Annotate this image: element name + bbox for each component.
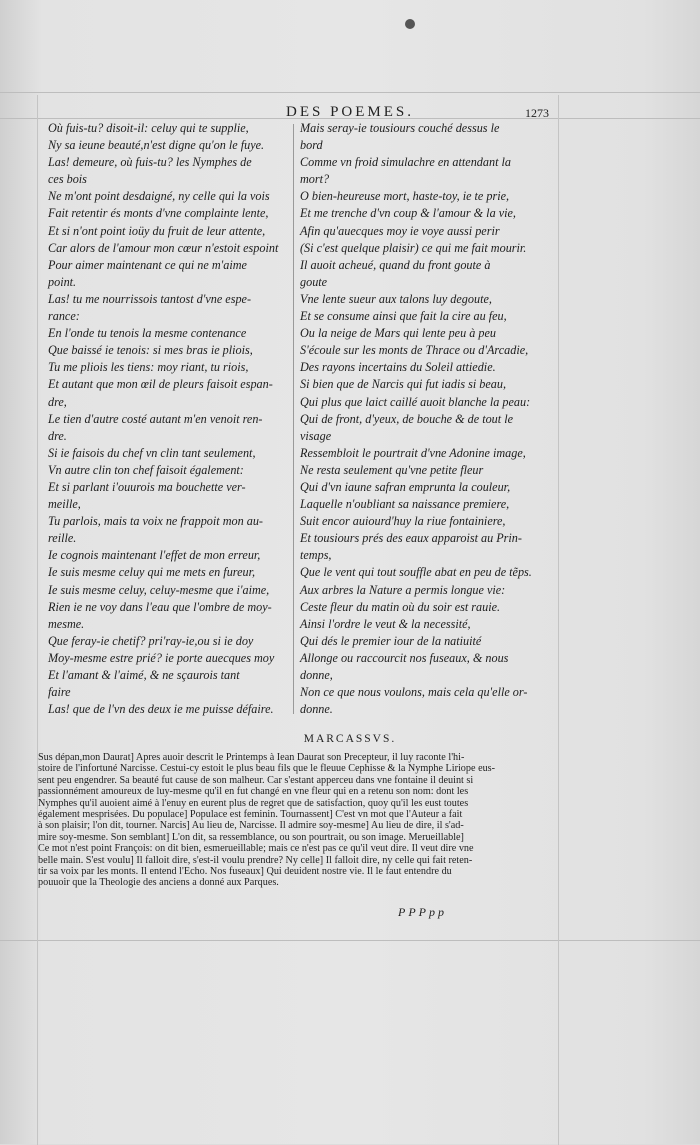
- verse-line: Que feray-ie chetif? pri'ray-ie,ou si ie doy: [48, 633, 254, 648]
- verse-line: En l'onde tu tenois la mesme contenance: [48, 326, 247, 341]
- ink-blot: [405, 19, 415, 29]
- commentary-line: stoire de l'infortuné Narcisse. Cestui-cy estoit le plus beau fils que le fleuue Cephisse & la Nymphe Liriope eus-: [38, 763, 496, 775]
- page-rule-right: [558, 95, 559, 1145]
- verse-line: mort?: [300, 172, 330, 187]
- verse-line: S'écoule sur les monts de Thrace ou d'Arcadie,: [300, 343, 529, 358]
- verse-line: mesme.: [48, 616, 85, 631]
- verse-line: Si bien que de Narcis qui fut iadis si beau,: [300, 377, 507, 392]
- verse-line: Si ie faisois du chef vn clin tant seulement,: [48, 445, 256, 460]
- verse-line: Et tousiours prés des eaux apparoist au Prin-: [300, 531, 522, 546]
- verse-line: Tu parlois, mais ta voix ne frappoit mon au-: [48, 514, 263, 529]
- commentary-line: passionnément amoureux de luy-mesme qu'il en fut changé en vne fleur qui en a retenu son nom: dont les: [38, 786, 469, 798]
- verse-line: Que le vent qui tout souffle abat en peu de tẽps.: [300, 565, 532, 580]
- verse-line: Qui dés le premier iour de la natiuité: [300, 633, 482, 648]
- verse-line: dre,: [48, 394, 67, 409]
- verse-line: O bien-heureuse mort, haste-toy, ie te prie,: [300, 189, 510, 204]
- verse-line: Fait retentir és monts d'vne complainte lente,: [48, 206, 269, 221]
- verse-line: rance:: [48, 309, 80, 324]
- commentary-line: Nymphes qu'il auoient aimé à l'enuy en eurent plus de regret que de satisfaction, quoy qu'il les eust toutes: [38, 797, 469, 809]
- commentary-line: tir sa voix par les monts. Il entend l'Echo. Nos fuseaux] Qui deuident nostre vie. Il le faut entendre du: [38, 866, 452, 878]
- verse-line: Moy-mesme estre prié? ie porte auecques moy: [48, 650, 275, 665]
- verse-line: Suit encor auiourd'huy la riue fontainiere,: [300, 514, 506, 529]
- verse-line: Ceste fleur du matin où du soir est rauie.: [300, 599, 501, 614]
- running-head: DES POEMES.: [285, 104, 415, 120]
- verse-line: Et l'amant & l'aimé, & ne sçaurois tant: [48, 668, 240, 682]
- verse-line: Le tien d'autre costé autant m'en venoit ren-: [48, 411, 263, 426]
- verse-line: Mais seray-ie tousiours couché dessus le: [300, 121, 500, 135]
- page-rule-left: [37, 95, 38, 1145]
- verse-line: temps,: [300, 548, 332, 563]
- column-divider: [293, 124, 294, 714]
- verse-line: Que baissé ie tenois: si mes bras ie pliois,: [48, 343, 253, 358]
- verse-line: Et si parlant i'ouurois ma bouchette ver-: [48, 479, 246, 494]
- verse-line: Non ce que nous voulons, mais cela qu'elle or-: [300, 685, 528, 700]
- verse-line: meille,: [48, 497, 81, 512]
- verse-line: Pour aimer maintenant ce qui ne m'aime: [48, 257, 247, 272]
- verse-line: Où fuis-tu? disoit-il: celuy qui te supplie,: [48, 121, 249, 135]
- verse-line: Des rayons incertains du Soleil attiedie.: [300, 360, 496, 375]
- verse-line: Et si n'ont point ioüy du fruit de leur attente,: [48, 223, 266, 238]
- verse-line: faire: [48, 685, 71, 700]
- commentary-line: pouuoir que la Theologie des anciens a donné aux Parques.: [38, 877, 279, 889]
- verse-line: Rien ie ne voy dans l'eau que l'ombre de moy-: [48, 599, 272, 614]
- verse-line: donne.: [300, 702, 333, 717]
- verse-line: Ressembloit le pourtrait d'vne Adonine image,: [300, 445, 526, 460]
- verse-line: Ie cognois maintenant l'effet de mon erreur,: [48, 548, 261, 563]
- verse-line: Ainsi l'ordre le veut & la necessité,: [300, 616, 471, 631]
- signature-mark: PPPpp: [398, 905, 447, 919]
- commentary-line: à son plaisir; l'on dit, tourner. Narcis] Au lieu de, Narcisse. Il admire soy-mesme] Au lieu de dire, il s'ad-: [38, 820, 464, 832]
- verse-line: Las! que de l'vn des deux ie me puisse défaire.: [48, 702, 274, 717]
- verse-line: Aux arbres la Nature a permis longue vie:: [300, 582, 506, 597]
- verse-line: Qui d'vn iaune safran emprunta la couleur,: [300, 479, 511, 494]
- verse-line: Qui plus que laict caillé auoit blanche la peau:: [300, 394, 531, 409]
- commentary-line: Ce mot n'est point François: on dit bien, esmerueillable; mais ce n'est pas ce qu'il veut dire. Il veut dire vne: [38, 843, 474, 855]
- verse-line: ces bois: [48, 172, 87, 187]
- verse-line: (Si c'est quelque plaisir) ce qui me fait mourir.: [300, 240, 527, 255]
- page-rule-top: [0, 92, 700, 93]
- page-number: 1273: [525, 106, 549, 120]
- verse-line: Ie suis mesme celuy qui me mets en fureur,: [48, 565, 256, 580]
- poem-left-column: [48, 120, 288, 718]
- verse-line: goute: [300, 274, 328, 289]
- commentary-line: également mesprisées. Du populace] Populace est feminin. Tournassent] C'est vn mot que l'Auteur a fait: [38, 809, 463, 821]
- verse-line: Ny sa ieune beauté,n'est digne qu'on le fuye.: [48, 138, 265, 153]
- commentary-line: sent peu engendrer. Sa beauté fut cause de son malheur. Car s'estant apperceu dans vne fontaine il deuint si: [38, 774, 474, 786]
- verse-line: Ou la neige de Mars qui lente peu à peu: [300, 326, 496, 341]
- verse-line: point.: [48, 274, 77, 289]
- commentary-line: belle main. S'est voulu] Il falloit dire, s'est-il voulu prendre? Ny celle] Il falloit dire, ny celle qui fait reten-: [38, 854, 473, 866]
- verse-line: Car alors de l'amour mon cœur n'estoit espoint: [48, 240, 279, 255]
- verse-line: Afin qu'auecques moy ie voye aussi perir: [300, 223, 500, 238]
- commentary-line: Sus dépan,mon Daurat] Apres auoir descrit le Printemps à Iean Daurat son Precepteur, il luy raconte l'hi-: [38, 752, 465, 763]
- verse-line: bord: [300, 138, 323, 153]
- verse-line: Ne resta seulement qu'vne petite fleur: [300, 462, 484, 477]
- verse-line: Laquelle n'oubliant sa naissance premiere,: [300, 497, 510, 512]
- verse-line: dre.: [48, 428, 67, 443]
- verse-line: Ne m'ont point desdaigné, ny celle qui la vois: [48, 189, 270, 204]
- verse-line: donne,: [300, 668, 333, 682]
- verse-line: Las! tu me nourrissois tantost d'vne espe-: [48, 291, 252, 306]
- verse-line: Et me trenche d'vn coup & l'amour & la vie,: [300, 206, 516, 221]
- verse-line: Et se consume ainsi que fait la cire au feu,: [300, 309, 507, 324]
- verse-line: Allonge ou raccourcit nos fuseaux, & nous: [300, 650, 509, 665]
- verse-line: Et autant que mon œil de pleurs faisoit espan-: [48, 377, 273, 392]
- commentary-title: MARCASSVS.: [303, 733, 397, 745]
- poem-right-column: [300, 120, 548, 718]
- verse-line: Il auoit acheué, quand du front goute à: [300, 257, 491, 272]
- verse-line: Tu me pliois les tiens: moy riant, tu riois,: [48, 360, 249, 375]
- verse-line: Comme vn froid simulachre en attendant la: [300, 155, 511, 170]
- verse-line: Vne lente sueur aux talons luy degoute,: [300, 291, 492, 306]
- verse-line: Qui de front, d'yeux, de bouche & de tout le: [300, 411, 514, 426]
- verse-line: Las! demeure, où fuis-tu? les Nymphes de: [48, 155, 252, 170]
- page-rule-lower: [0, 940, 700, 941]
- verse-line: Vn autre clin ton chef faisoit également:: [48, 462, 244, 477]
- verse-line: visage: [300, 428, 332, 443]
- commentary-body: [38, 752, 533, 889]
- verse-line: reille.: [48, 531, 77, 546]
- verse-line: Ie suis mesme celuy, celuy-mesme que i'aime,: [48, 582, 270, 597]
- commentary-line: mire soy-mesme. Son semblant] L'on dit, sa ressemblance, ou son pourtrait, ou son image. Merueillable]: [38, 831, 464, 843]
